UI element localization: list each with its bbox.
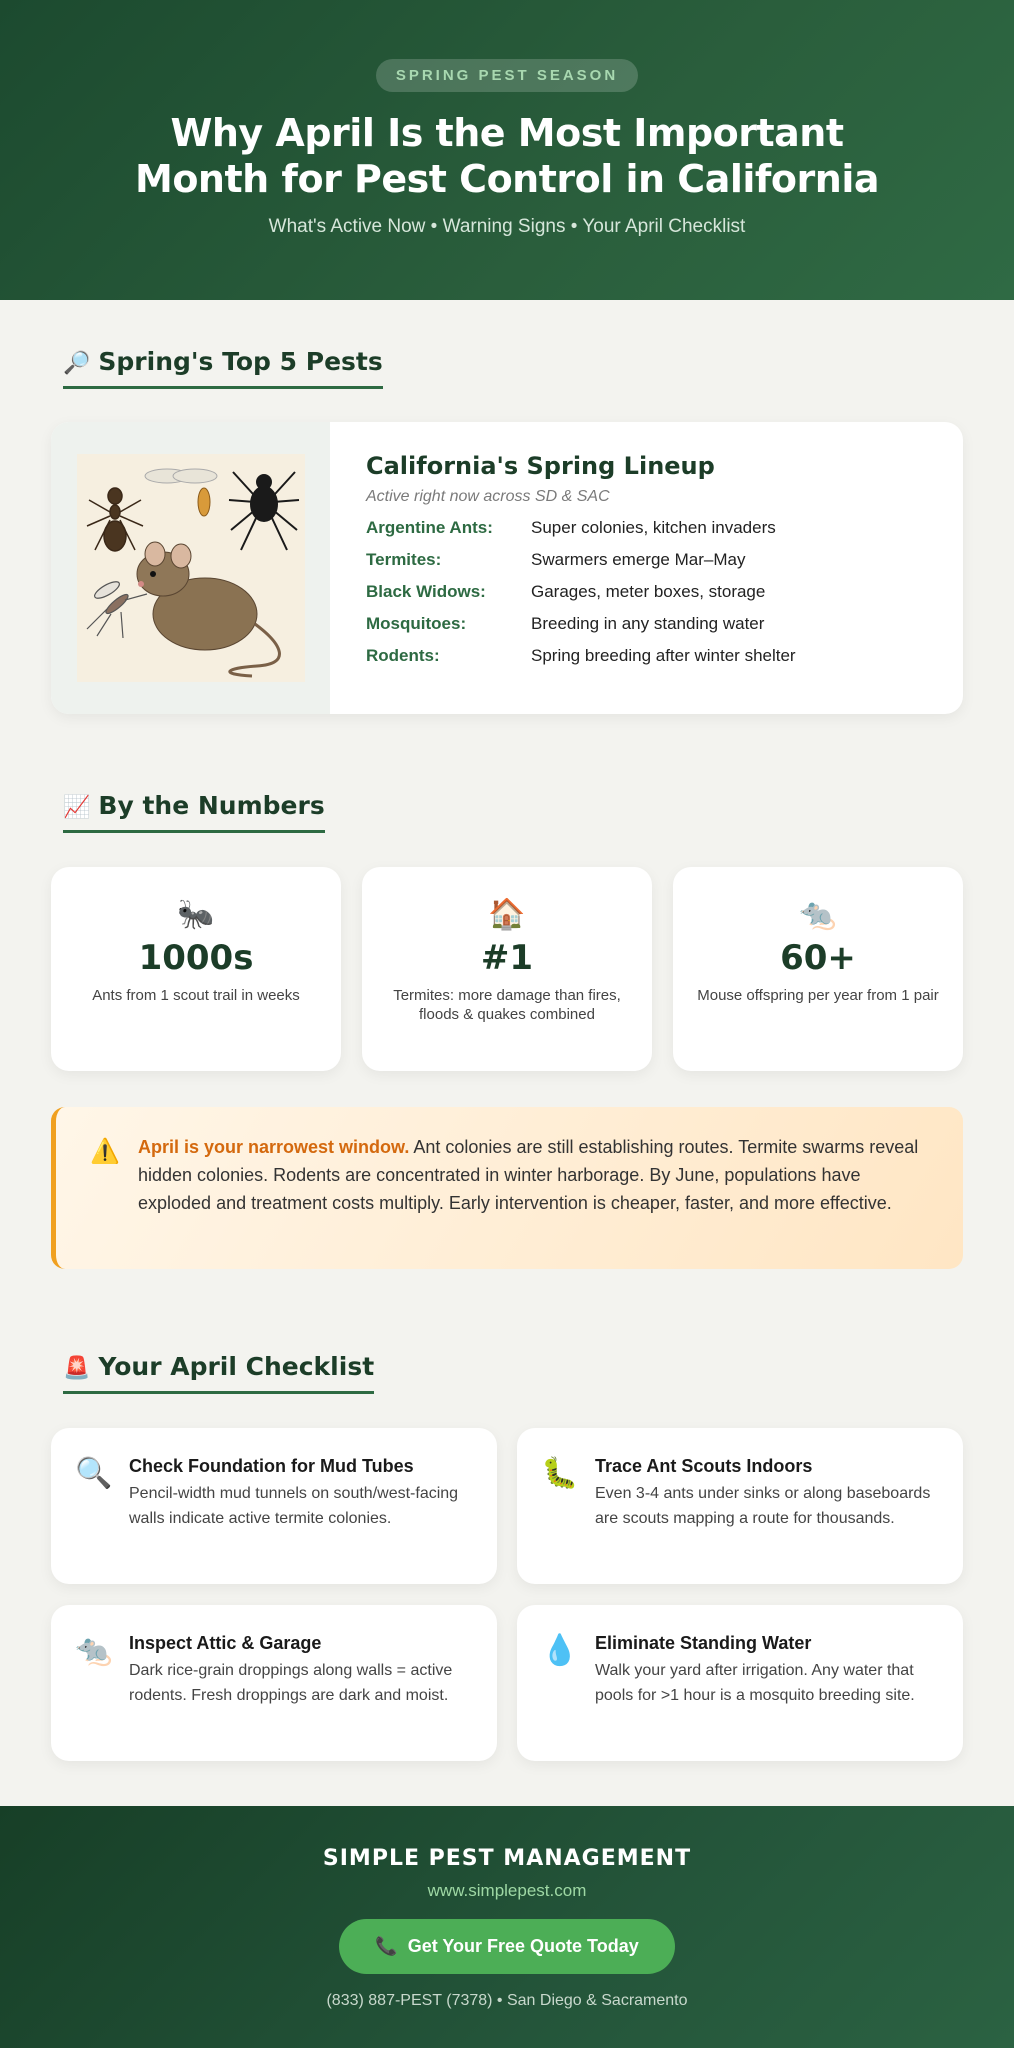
pest-name: Rodents: [366,646,440,665]
pest-row [366,614,927,634]
stat-value: 1000s [138,938,254,978]
warning-icon: ⚠️ [90,1138,120,1165]
checklist-item [51,1428,497,1584]
checklist-title: Trace Ant Scouts Indoors [595,1456,813,1476]
checklist-item [51,1605,497,1761]
checklist-item [517,1428,963,1584]
phone-icon: 📞 [375,1936,398,1956]
stat-label: Mouse offspring per year from 1 pair [697,987,939,1004]
section-title-numbers [63,791,325,833]
rat-icon: 🐀 [75,1634,113,1667]
checklist-title: Inspect Attic & Garage [129,1633,322,1653]
stat-value: 60+ [780,938,856,978]
title-line-2: Month for Pest Control in California [135,157,879,201]
pest-desc: Breeding in any standing water [531,614,765,633]
pest-desc: Super colonies, kitchen invaders [531,518,776,537]
pests-section-header [0,347,383,389]
section-title-pests [63,347,383,389]
pest-illustration-frame [51,422,330,714]
lineup-tagline: Active right now across SD & SAC [366,488,610,505]
warning-body: Ant colonies are still establishing routes. Termite swarms reveal hidden colonies. Rodents are concentrated in winter harborage. By June, populations have exploded and treatment costs multiply. Early intervention is cheaper, faster, and more effective. [138,1137,919,1213]
free-quote-button[interactable] [339,1919,674,1974]
stat-card-mice [673,867,963,1071]
checklist-text: Dark rice-grain droppings along walls = active rodents. Fresh droppings are dark and moist. [129,1662,453,1704]
pest-row [366,646,927,666]
pest-name: Argentine Ants: [366,518,493,537]
pest-name: Mosquitoes: [366,614,467,633]
stat-value: #1 [480,938,534,978]
chart-icon: 📈 [63,795,91,820]
section-title-checklist [63,1352,374,1394]
checklist-section-header [0,1352,374,1394]
hero-banner [0,0,1014,300]
numbers-section-header [0,791,325,833]
section-title-text: Spring's Top 5 Pests [98,347,383,376]
stat-label: Ants from 1 scout trail in weeks [92,987,300,1004]
pest-name: Black Widows: [366,582,486,601]
magnifier-icon: 🔎 [63,351,91,376]
stat-card-ants [51,867,341,1071]
pest-illustration [77,454,305,682]
warning-highlight: April is your narrowest window. [138,1137,410,1157]
stat-label: Termites: more damage than fires, floods & quakes combined [393,987,621,1023]
house-icon: 🏠 [488,898,526,931]
pest-desc: Garages, meter boxes, storage [531,582,766,601]
pest-row [366,550,927,570]
checklist-title: Check Foundation for Mud Tubes [129,1456,414,1476]
checklist-item [517,1605,963,1761]
title-line-1: Why April Is the Most Important [170,111,844,155]
lineup-info [330,422,963,714]
pest-desc: Spring breeding after winter shelter [531,646,796,665]
lineup-title: California's Spring Lineup [366,452,715,480]
warning-callout [51,1107,963,1269]
stat-card-termites [362,867,652,1071]
bug-icon: 🐛 [541,1457,579,1490]
checklist-title: Eliminate Standing Water [595,1633,812,1653]
brand-name: SIMPLE PEST MANAGEMENT [322,1846,692,1871]
checklist-text: Pencil-width mud tunnels on south/west-facing walls indicate active termite colonies. [129,1485,459,1527]
warning-text [138,1133,923,1217]
checklist-text: Walk your yard after irrigation. Any water that pools for >1 hour is a mosquito breeding site. [595,1662,915,1704]
season-badge: SPRING PEST SEASON [376,59,638,92]
cta-label: Get Your Free Quote Today [407,1936,639,1956]
footer [0,1806,1014,2048]
magnifying-glass-icon: 🔍 [75,1457,113,1490]
pest-name: Termites: [366,550,442,569]
pest-lineup-card [51,422,963,714]
checklist-text: Even 3-4 ants under sinks or along baseboards are scouts mapping a route for thousands. [595,1485,931,1527]
contact-info: (833) 887-PEST (7378) • San Diego & Sacramento [326,1992,688,2009]
rat-icon: 🐀 [799,898,837,931]
pest-row [366,518,927,538]
pest-desc: Swarmers emerge Mar–May [531,550,746,569]
siren-icon: 🚨 [63,1356,91,1381]
page-subtitle: What's Active Now • Warning Signs • Your April Checklist [268,216,746,237]
page-title [0,110,1014,202]
section-title-text: By the Numbers [98,791,325,820]
pest-row [366,582,927,602]
section-title-text: Your April Checklist [98,1352,375,1381]
website-link[interactable]: www.simplepest.com [427,1881,587,1900]
ant-icon: 🐜 [177,898,215,931]
droplet-icon: 💧 [541,1634,579,1667]
